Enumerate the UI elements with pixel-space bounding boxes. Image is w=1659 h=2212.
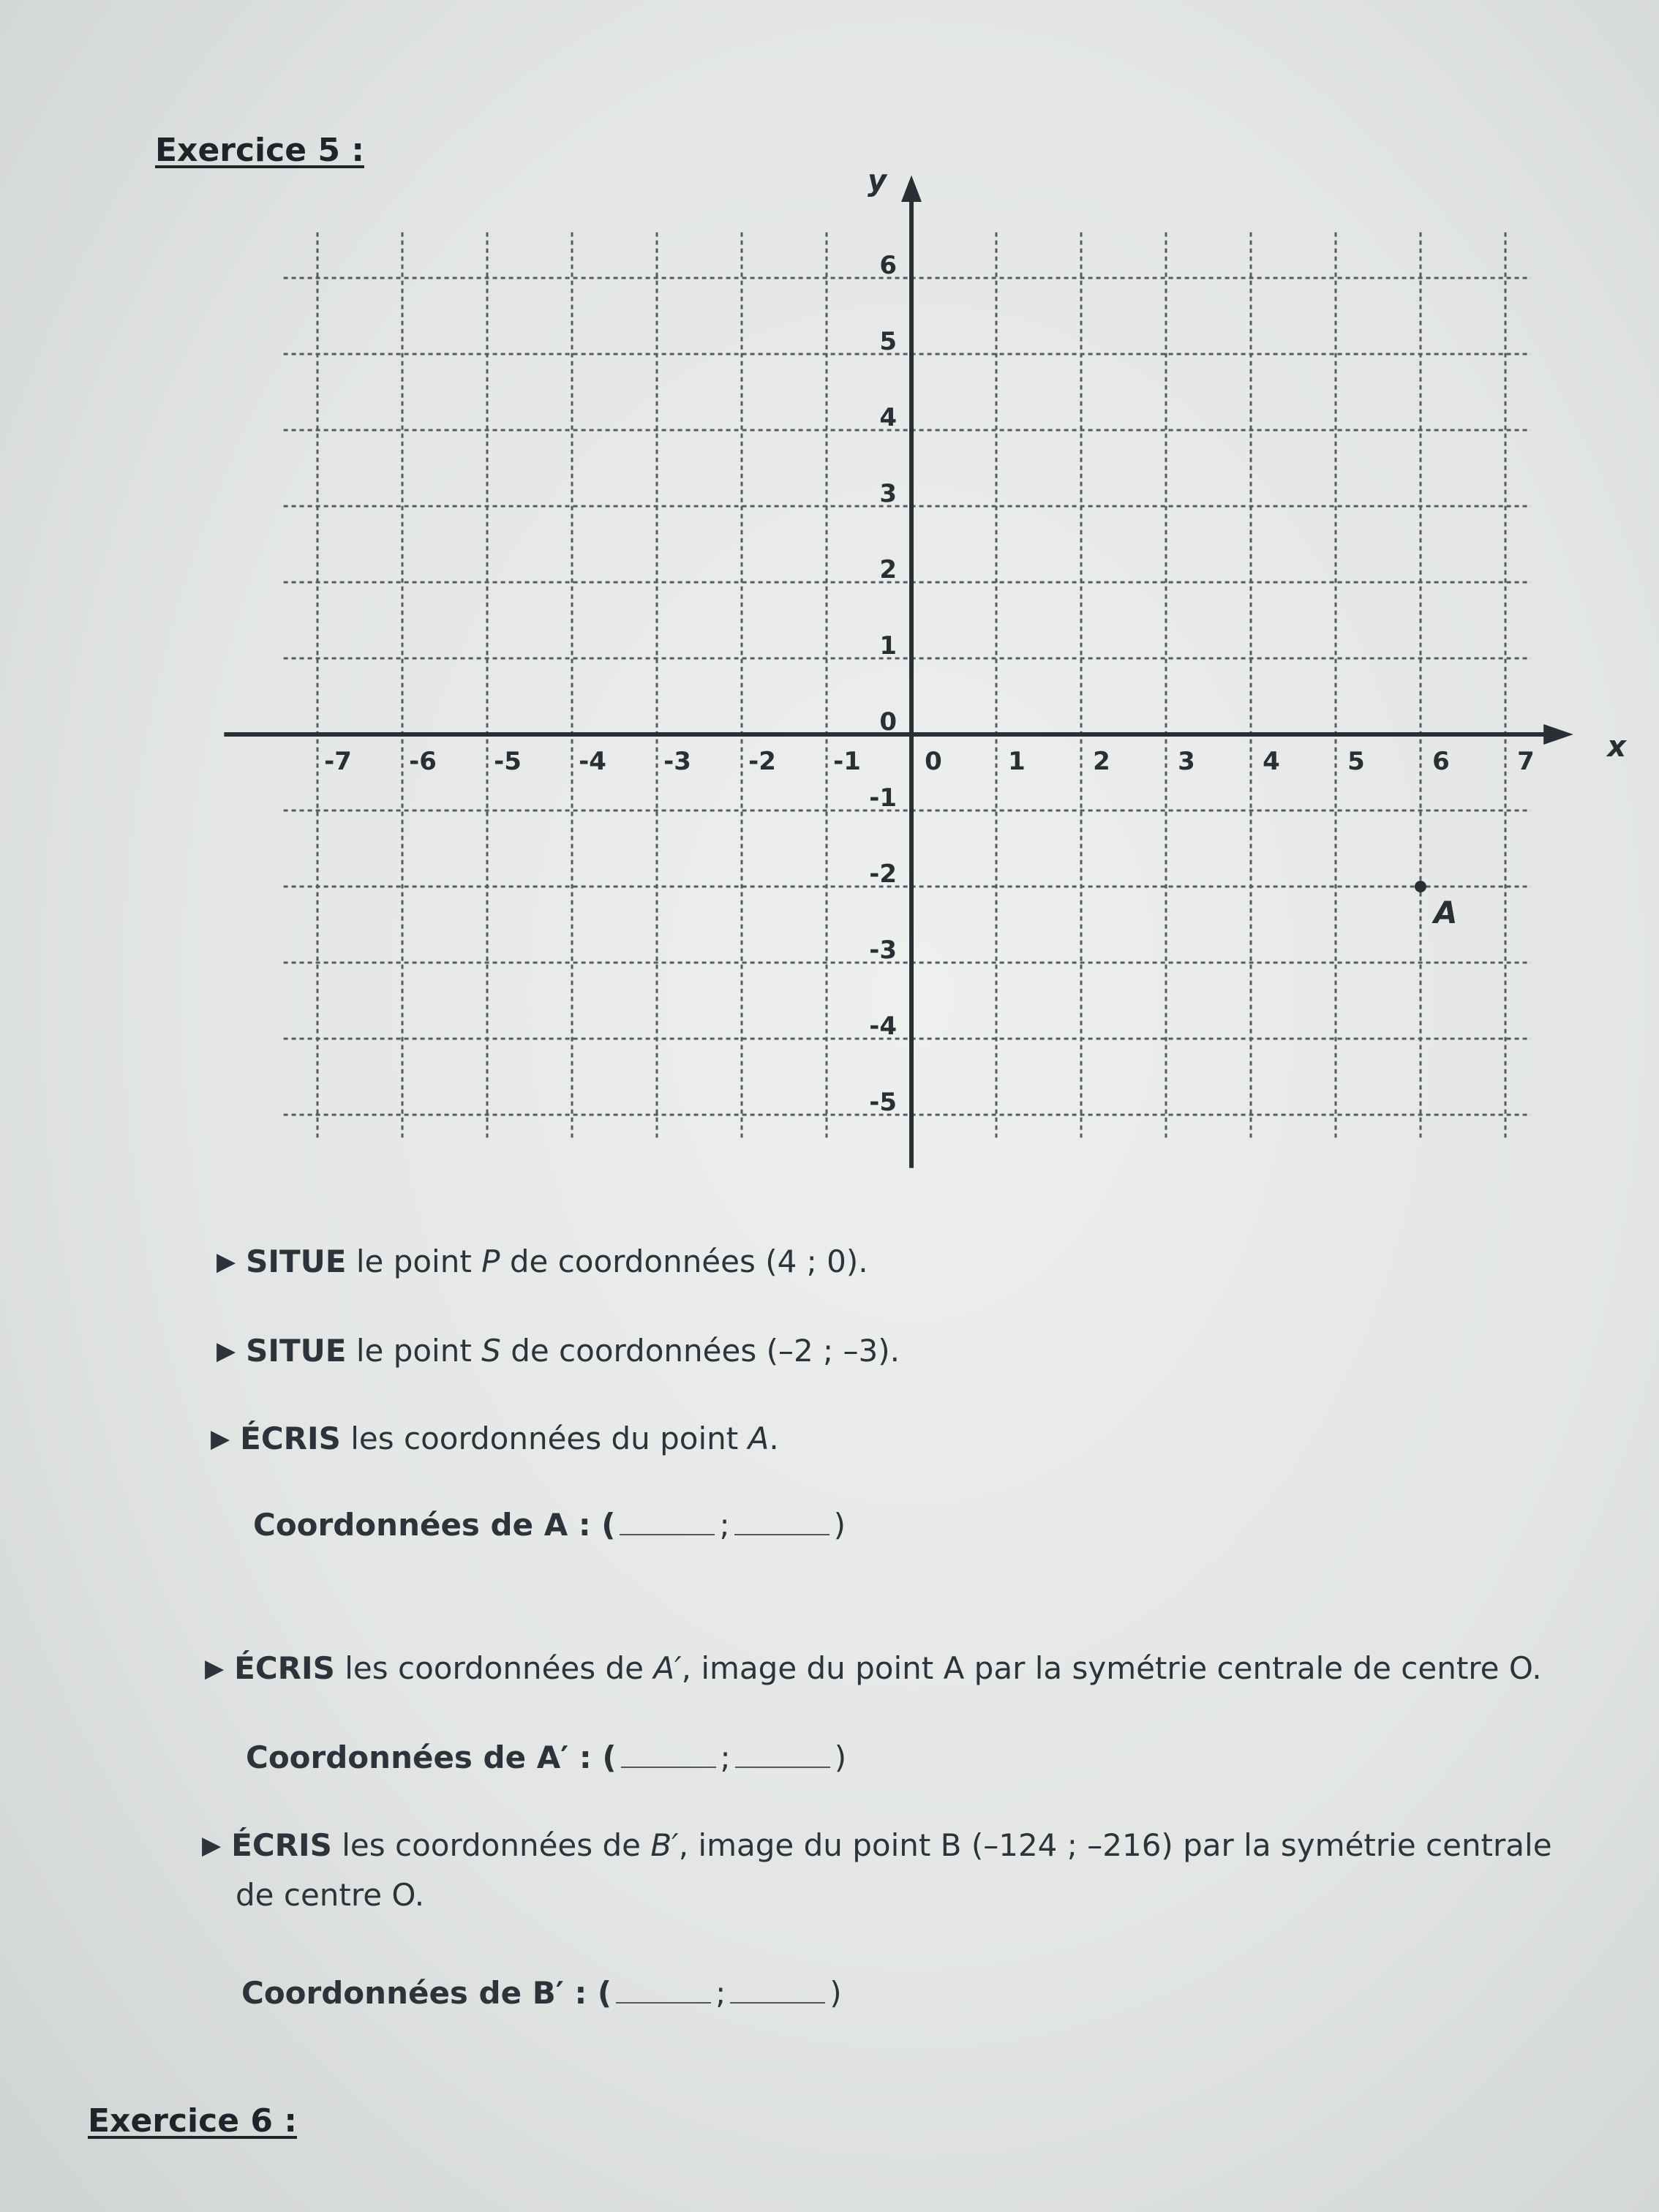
x-tick-label: -2 xyxy=(748,747,776,776)
x-tick-label: 7 xyxy=(1517,747,1535,776)
instruction-text: les coordonnées de xyxy=(334,1650,654,1686)
answer-separator: ; xyxy=(719,1507,730,1543)
axes xyxy=(224,164,1627,1167)
answer-close: ) xyxy=(830,1975,842,2011)
y-tick-label: -2 xyxy=(869,859,897,889)
exercise-6-title: Exercice 6 : xyxy=(88,2102,297,2140)
y-answer-blank[interactable] xyxy=(735,1742,830,1768)
exercise-5-title: Exercice 5 : xyxy=(155,132,364,169)
x-tick-label: -6 xyxy=(409,747,437,776)
answer-label: Coordonnées de A : ( xyxy=(253,1507,616,1543)
x-tick-label: 1 xyxy=(1008,747,1026,776)
instruction-5-continuation: de centre O. xyxy=(236,1877,425,1913)
instruction-text: de coordonnées (4 ; 0). xyxy=(500,1244,868,1279)
answer-line-a xyxy=(253,1507,846,1543)
x-answer-blank[interactable] xyxy=(621,1742,716,1768)
instruction-4 xyxy=(205,1650,1542,1686)
x-answer-blank[interactable] xyxy=(620,1509,715,1535)
point-name: A′ xyxy=(653,1650,682,1686)
x-tick-label: 4 xyxy=(1263,747,1280,776)
point-name: B′ xyxy=(650,1827,679,1863)
bullet-triangle-icon: ▶ xyxy=(217,1336,236,1366)
instruction-text: , image du point A par la symétrie centrale de centre O. xyxy=(681,1650,1542,1686)
y-tick-label: -3 xyxy=(869,936,897,965)
instruction-text: les coordonnées de xyxy=(331,1827,651,1863)
point-A-label: A xyxy=(1434,895,1458,930)
x-tick-label: -5 xyxy=(494,747,522,776)
x-tick-label: 3 xyxy=(1178,747,1195,776)
instruction-verb: ÉCRIS xyxy=(240,1421,341,1456)
y-tick-label: 1 xyxy=(879,631,897,661)
answer-close: ) xyxy=(834,1739,847,1775)
instruction-text: le point xyxy=(346,1244,482,1279)
x-axis-arrow-icon xyxy=(1543,724,1573,745)
x-axis-label: x xyxy=(1607,730,1627,764)
bullet-triangle-icon: ▶ xyxy=(205,1654,225,1683)
x-tick-label: -4 xyxy=(579,747,606,776)
x-tick-label: -3 xyxy=(663,747,691,776)
grid-horizontal-lines xyxy=(284,278,1531,1115)
y-tick-label: 6 xyxy=(879,251,897,280)
answer-close: ) xyxy=(833,1507,846,1543)
x-tick-label: -7 xyxy=(324,747,352,776)
y-answer-blank[interactable] xyxy=(730,1977,825,2004)
instruction-text: de coordonnées (–2 ; –3). xyxy=(500,1333,900,1369)
plotted-points xyxy=(1415,881,1458,930)
y-answer-blank[interactable] xyxy=(734,1509,830,1535)
instruction-5 xyxy=(202,1827,1552,1863)
x-tick-label: -1 xyxy=(833,747,861,776)
answer-line-b-prime xyxy=(241,1975,842,2011)
bullet-triangle-icon: ▶ xyxy=(202,1831,222,1860)
y-axis-arrow-icon xyxy=(901,176,922,202)
instruction-text: les coordonnées du point xyxy=(340,1421,748,1456)
x-tick-label: 5 xyxy=(1347,747,1365,776)
answer-separator: ; xyxy=(715,1975,726,2011)
answer-separator: ; xyxy=(720,1739,731,1775)
instruction-1 xyxy=(217,1244,868,1279)
x-tick-label: 6 xyxy=(1432,747,1450,776)
x-answer-blank[interactable] xyxy=(616,1977,711,2004)
point-A-marker xyxy=(1415,881,1426,892)
bullet-triangle-icon: ▶ xyxy=(217,1247,236,1276)
x-tick-label: 0 xyxy=(925,747,942,776)
answer-line-a-prime xyxy=(246,1739,846,1775)
y-tick-label: 5 xyxy=(879,327,897,356)
y-tick-label: 0 xyxy=(879,707,897,737)
y-tick-labels xyxy=(869,251,897,1117)
y-tick-label: 3 xyxy=(879,479,897,508)
y-tick-label: -4 xyxy=(869,1012,897,1041)
point-name: P xyxy=(481,1244,500,1279)
y-tick-label: 4 xyxy=(879,403,897,432)
y-tick-label: -1 xyxy=(869,783,897,813)
bullet-triangle-icon: ▶ xyxy=(211,1424,230,1453)
y-tick-label: 2 xyxy=(879,555,897,584)
y-tick-label: -5 xyxy=(869,1088,897,1117)
instruction-text: . xyxy=(769,1421,779,1456)
point-name: S xyxy=(481,1333,501,1369)
instruction-text: , image du point B (–124 ; –216) par la symétrie centrale xyxy=(678,1827,1552,1863)
answer-label: Coordonnées de B′ : ( xyxy=(241,1975,612,2011)
x-tick-label: 2 xyxy=(1093,747,1110,776)
point-name: A xyxy=(748,1421,770,1456)
instruction-text: le point xyxy=(346,1333,482,1369)
y-axis-label: y xyxy=(868,164,887,198)
answer-label: Coordonnées de A′ : ( xyxy=(246,1739,617,1775)
instruction-verb: SITUE xyxy=(246,1333,347,1369)
instruction-2 xyxy=(217,1333,900,1369)
instruction-verb: ÉCRIS xyxy=(231,1827,332,1863)
instruction-3 xyxy=(211,1421,779,1456)
instruction-verb: SITUE xyxy=(246,1244,347,1279)
instruction-verb: ÉCRIS xyxy=(234,1650,335,1686)
x-tick-labels xyxy=(324,747,1535,776)
